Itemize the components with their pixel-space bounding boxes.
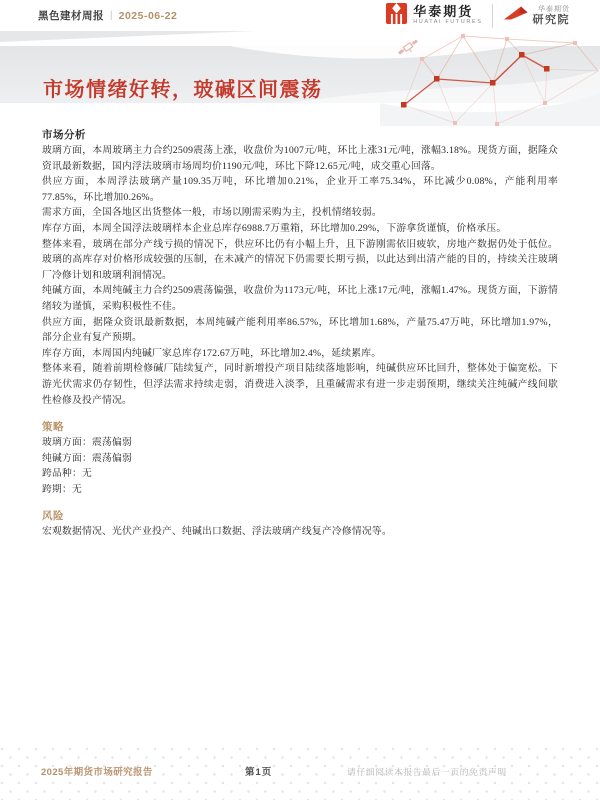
analysis-paragraph: 库存方面，本周国内纯碱厂家总库存172.67万吨，环比增加2.4%，延续累库。 [42,347,382,359]
institute-text [533,6,571,26]
section-strategy [42,419,558,497]
research-institute-arrow-icon [502,4,529,27]
header-right [385,2,570,30]
header-left [38,8,177,23]
footer-disclaimer: 请仔细阅读本报告最后一页的免责声明 [347,767,507,777]
analysis-paragraph: 玻璃方面，本周玻璃主力合约2509震荡上涨，收盘价为1007元/吨，环比上涨31元/吨，涨幅3.18%。现货方面，据隆众资讯最新数据，国内浮法玻璃市场周均价1190元/吨，环比下降12.65元/吨，成交重心回落。 [42,145,558,172]
report-date: 2025-06-22 [118,9,178,22]
analysis-heading: 市场分析 [42,129,86,141]
strategy-heading: 策略 [42,421,64,434]
institute-name-big: 研究院 [532,13,570,26]
strategy-item: 跨期：无 [42,483,82,495]
brand-name-en: HUATAI FUTURES [413,19,483,26]
brand-divider [492,4,493,28]
section-market-analysis [42,127,558,408]
report-type-label: 黑色建材周报 [38,10,104,22]
footer-report-name: 2025年期货市场研究报告 [41,767,153,778]
risk-text: 宏观数据情况、光伏产业投产、纯碱出口数据、浮法玻璃产线复产冷修情况等。 [42,526,392,538]
strategy-item: 玻璃方面：震荡偏弱 [42,437,132,449]
section-risk [42,508,558,540]
huatai-futures-logo-icon [385,2,408,30]
institute-name-small: 华泰期货 [538,5,570,13]
page-header [0,0,600,31]
header-separator: | [110,10,113,21]
report-body [0,127,600,540]
brand-block [385,2,482,30]
brand-text [413,5,482,26]
page-title: 市场情绪好转，玻碱区间震荡 [43,79,323,101]
hero-band [0,31,600,128]
brand-name-cn: 华泰期货 [413,4,474,20]
analysis-paragraph: 库存方面，本周全国浮法玻璃样本企业总库存6988.7万重箱，环比增加0.29%，下游拿货谨慎，价格承压。 [42,222,507,234]
institute-block [502,4,571,27]
strategy-item: 纯碱方面：震荡偏弱 [42,452,132,464]
risk-heading: 风险 [42,510,64,523]
footer-page-number: 第1页 [245,767,273,778]
page-footer [0,746,600,800]
strategy-item: 跨品种：无 [42,468,92,480]
analysis-paragraph: 需求方面，全国各地区出货整体一般，市场以刚需采购为主，投机情绪较弱。 [42,207,382,219]
analysis-paragraph: 纯碱方面，本周纯碱主力合约2509震荡偏强，收盘价为1173元/吨，环比上涨17元/吨，涨幅1.47%。现货方面，下游情绪较为谨慎，采购积极性不佳。 [42,285,558,312]
analysis-paragraph: 供应方面，本周浮法玻璃产量109.35万吨，环比增加0.21%，企业开工率75.34%，环比减少0.08%，产能利用率77.85%，环比增加0.26%。 [42,176,558,203]
analysis-paragraph: 供应方面，据隆众资讯最新数据，本周纯碱产能利用率86.57%，环比增加1.68%，产量75.47万吨，环比增加1.97%，部分企业有复产预期。 [42,316,558,344]
analysis-paragraph: 整体来看，玻璃在部分产线亏损的情况下，供应环比仍有小幅上升，且下游刚需依旧疲软，房地产数据仍处于低位。玻璃的高库存对价格形成较强的压制，在未减产的情况下仍需要长期亏损，以此达到出清产能的目的，持续关注玻璃厂冷修计划和玻璃利润情况。 [42,238,558,281]
analysis-paragraph: 整体来看，随着前期检修碱厂陆续复产，同时新增投产项目陆续落地影响，纯碱供应环比回升，整体处于偏宽松。下游光伏需求仍存韧性，但浮法需求持续走弱，消费进入淡季，且重碱需求有进一步走弱预期，继续关注纯碱产线间歇性检修及投产情况。 [42,363,558,406]
